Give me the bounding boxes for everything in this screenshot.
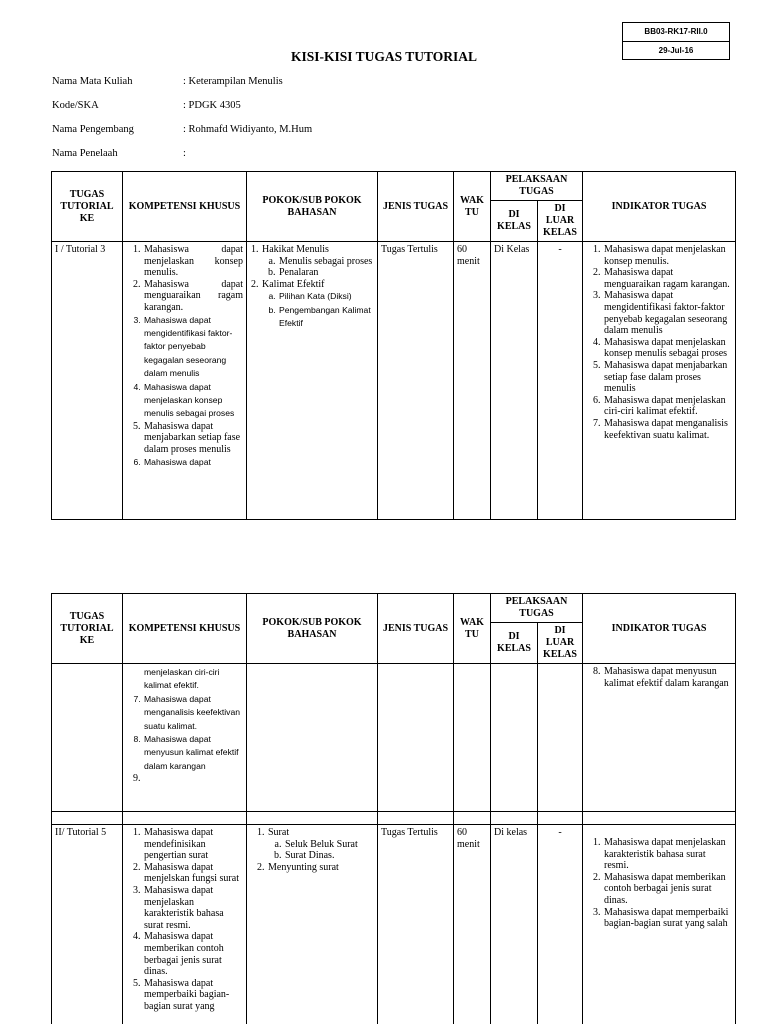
cell-tugas: I / Tutorial 3: [52, 242, 123, 520]
cell-pokok: [247, 664, 378, 812]
list-item: 3. Mahasiswa dapat menjelaskan karakteristik bahasa surat resmi.: [143, 885, 243, 931]
list-item: a. Seluk Beluk Surat: [284, 839, 374, 851]
list-item: 1. Mahasiswa dapat menjelaskan konsep menulis.: [603, 244, 732, 267]
cell-indikator: [583, 242, 736, 520]
assignment-table-1: [51, 171, 736, 520]
topic-label: Kalimat Efektif: [262, 278, 325, 290]
header-di-luar-kelas: DI LUAR KELAS: [538, 623, 583, 664]
list-item: b. Surat Dinas.: [284, 850, 374, 862]
cell-kompetensi: [123, 242, 247, 520]
list-item: a. Menulis sebagai proses: [278, 256, 374, 268]
header-indikator: INDIKATOR TUGAS: [583, 594, 736, 664]
list-item: [261, 244, 374, 279]
list-item: 4. Mahasiswa dapat menjelaskan konsep menulis sebagai proses: [603, 337, 732, 360]
header-waktu: WAK TU: [454, 172, 491, 242]
cell-pokok: [247, 242, 378, 520]
cell-di-kelas: Di Kelas: [491, 242, 538, 520]
list-item: a. Pilihan Kata (Diksi): [278, 290, 374, 303]
header-kompetensi: KOMPETENSI KHUSUS: [123, 594, 247, 664]
document-code: BB03-RK17-RII.0: [644, 27, 708, 36]
cell-waktu: 60 menit: [454, 242, 491, 520]
list-item: 2. Mahasiswa dapat menguaraikan ragam karangan.: [143, 279, 243, 314]
list-item: 3. Mahasiswa dapat memperbaiki bagian-bagian surat yang salah: [603, 907, 732, 930]
meta-label: Nama Penelaah: [52, 148, 118, 159]
list-item: 2. Mahasiswa dapat menjelskan fungsi surat: [143, 862, 243, 885]
list-item: [143, 773, 243, 785]
cell-pokok: [247, 825, 378, 1024]
list-item: [267, 827, 374, 862]
list-item: 6. Mahasiswa dapat: [143, 456, 243, 469]
header-pelaksanaan: PELAKSAAN TUGAS: [491, 172, 583, 201]
header-kompetensi: KOMPETENSI KHUSUS: [123, 172, 247, 242]
cell-di-luar: -: [538, 825, 583, 1024]
list-item: 5. Mahasiswa dapat menjabarkan setiap fase dalam proses menulis: [603, 360, 732, 395]
list-item: 3. Mahasiswa dapat mengidentifikasi faktor-faktor penyebab kegagalan seseorang dalam menulis: [143, 314, 243, 381]
meta-value: : Rohmafd Widiyanto, M.Hum: [183, 124, 313, 135]
meta-value: : Keterampilan Menulis: [183, 76, 283, 87]
meta-value: :: [183, 148, 186, 159]
cell-di-luar: [538, 664, 583, 812]
cell-waktu: [454, 664, 491, 812]
cell-jenis: [378, 664, 454, 812]
header-tugas: TUGAS TUTORIAL KE: [52, 172, 123, 242]
list-item: 7. Mahasiswa dapat menganalisis keefektivan suatu kalimat.: [603, 418, 732, 441]
cell-di-kelas: [491, 664, 538, 812]
list-item: menjelaskan ciri-ciri kalimat efektif.: [144, 667, 220, 691]
header-di-kelas: DI KELAS: [491, 201, 538, 242]
list-item: 4. Mahasiswa dapat menjelaskan konsep menulis sebagai proses: [143, 381, 243, 421]
cell-tugas: [52, 664, 123, 812]
table-row-spacer: [52, 812, 736, 825]
meta-label: Kode/SKA: [52, 100, 99, 111]
list-item: 8. Mahasiswa dapat menyusun kalimat efektif dalam karangan: [603, 666, 732, 689]
header-waktu: WAK TU: [454, 594, 491, 664]
cell-jenis: Tugas Tertulis: [378, 825, 454, 1024]
list-item: 2. Menyunting surat: [267, 862, 374, 874]
list-item: 4. Mahasiswa dapat memberikan contoh berbagai jenis surat dinas.: [143, 931, 243, 977]
cell-tugas: II/ Tutorial 5: [52, 825, 123, 1024]
list-item: 2. Mahasiswa dapat memberikan contoh berbagai jenis surat dinas.: [603, 872, 732, 907]
cell-di-luar: -: [538, 242, 583, 520]
cell-indikator: [583, 825, 736, 1024]
list-item: 7. Mahasiswa dapat menganalisis keefektivan suatu kalimat.: [143, 693, 243, 733]
header-indikator: INDIKATOR TUGAS: [583, 172, 736, 242]
meta-label: Nama Pengembang: [52, 124, 134, 135]
cell-jenis: Tugas Tertulis: [378, 242, 454, 520]
cell-kompetensi: [123, 825, 247, 1024]
cell-kompetensi: [123, 664, 247, 812]
list-item: 1. Mahasiswa dapat menjelaskan karakteristik bahasa surat resmi.: [603, 837, 732, 872]
page-title: KISI-KISI TUGAS TUTORIAL: [290, 49, 478, 64]
table-row: [52, 825, 736, 1024]
header-tugas: TUGAS TUTORIAL KE: [52, 594, 123, 664]
topic-label: Surat: [268, 827, 290, 838]
list-item: [261, 279, 374, 331]
list-item: 1. Mahasiswa dapat menjelaskan konsep menulis.: [143, 244, 243, 279]
table-row: [52, 664, 736, 812]
list-item: 5. Mahasiswa dapat menjabarkan setiap fase dalam proses menulis: [143, 421, 243, 456]
list-item: b. Pengembangan Kalimat Efektif: [278, 304, 374, 331]
list-item: 8. Mahasiswa dapat menyusun kalimat efektif dalam karangan: [143, 733, 243, 773]
header-pelaksanaan: PELAKSAAN TUGAS: [491, 594, 583, 623]
list-item: 2. Mahasiswa dapat menguaraikan ragam karangan.: [603, 267, 732, 290]
document-date: 29-Jul-16: [623, 41, 729, 59]
header-jenis: JENIS TUGAS: [378, 172, 454, 242]
topic-label: Hakikat Menulis: [262, 244, 329, 255]
header-di-kelas: DI KELAS: [491, 623, 538, 664]
header-pokok: POKOK/SUB POKOK BAHASAN: [247, 172, 378, 242]
list-item: b. Penalaran: [278, 267, 374, 279]
table-row: [52, 242, 736, 520]
list-item: 3. Mahasiswa dapat mengidentifikasi faktor-faktor penyebab kegagalan seseorang dalam menulis: [603, 290, 732, 336]
meta-label: Nama Mata Kuliah: [52, 76, 133, 87]
meta-value: : PDGK 4305: [183, 100, 241, 111]
cell-di-kelas: Di kelas: [491, 825, 538, 1024]
list-item: 1. Mahasiswa dapat mendefinisikan pengertian surat: [143, 827, 243, 862]
cell-waktu: 60 menit: [454, 825, 491, 1024]
header-di-luar-kelas: DI LUAR KELAS: [538, 201, 583, 242]
assignment-table-2: [51, 593, 736, 1024]
header-jenis: JENIS TUGAS: [378, 594, 454, 664]
cell-indikator: [583, 664, 736, 812]
list-item: 5. Mahasiswa dapat memperbaiki bagian-bagian surat yang: [143, 978, 243, 1013]
header-pokok: POKOK/SUB POKOK BAHASAN: [247, 594, 378, 664]
list-item: 6. Mahasiswa dapat menjelaskan ciri-ciri kalimat efektif.: [603, 395, 732, 418]
